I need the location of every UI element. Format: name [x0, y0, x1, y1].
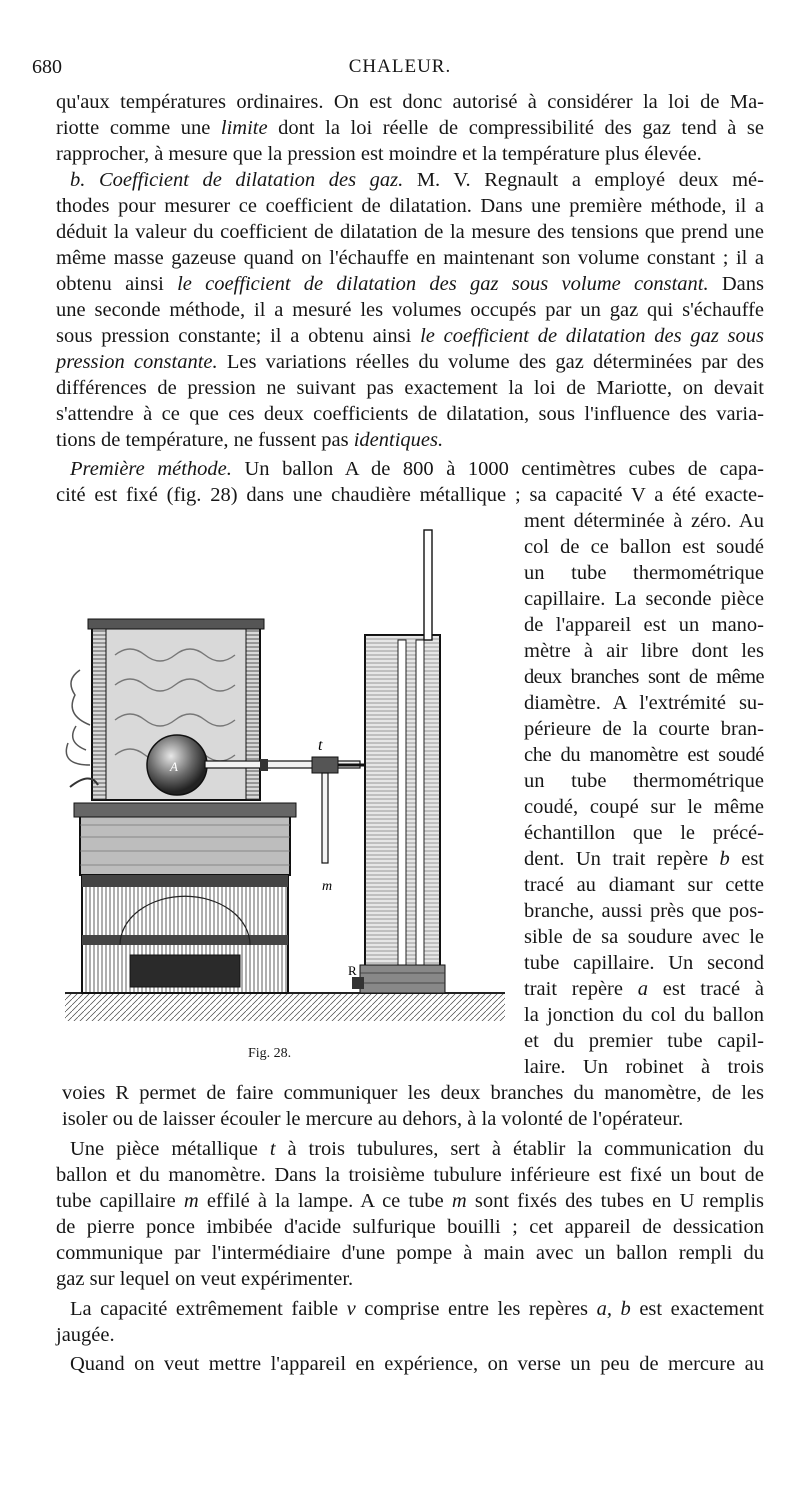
text-line: mètre à air libre dont les [524, 640, 764, 662]
text-line: thodes pour mesurer ce coefficient de dilatation. Dans une première méthode, il a [56, 195, 764, 217]
text-line: b. Coefficient de dilatation des gaz. M. V. Regnault a employé deux mé- [70, 169, 764, 191]
text-line: différences de pression ne suivant pas exactement la loi de Mariotte, on devait [56, 377, 764, 399]
label-a: A [170, 759, 178, 774]
three-way-piece-t [312, 757, 338, 773]
text-line: Quand on veut mettre l'appareil en expérience, on verse un peu de mercure au [70, 1353, 764, 1375]
text-line: ment déterminée à zéro. Au [524, 510, 764, 532]
text-line: un tube thermométrique [524, 770, 764, 792]
furnace [82, 875, 288, 993]
text-line: coudé, coupé sur le même [524, 796, 764, 818]
text-line: et du premier tube capil- [524, 1030, 764, 1052]
text-line: col de ce ballon est soudé [524, 536, 764, 558]
text-line: trait repère a est tracé à [524, 978, 764, 1000]
text-line: périeure de la courte bran- [524, 718, 764, 740]
text-line: tube capillaire m effilé à la lampe. A ce tube m sont fixés des tubes en U remplis [56, 1190, 765, 1212]
page-header [32, 56, 768, 86]
text-line: communique par l'intermédiaire d'une pompe à main avec un ballon rempli du [56, 1242, 764, 1264]
steam-plume [66, 670, 90, 765]
text-line: voies R permet de faire communiquer les deux branches du manomètre, de les [62, 1082, 764, 1104]
text-line: une seconde méthode, il a mesuré les volumes occupés par un gaz qui s'échauffe [56, 299, 764, 321]
text-line: échantillon que le précé- [524, 822, 764, 844]
text-line: Une pièce métallique t à trois tubulures, sert à établir la communication du [70, 1138, 765, 1160]
text-line: branche, aussi près que pos- [524, 900, 764, 922]
text-line: sous pression constante; il a obtenu ainsi le coefficient de dilatation des gaz sous [56, 325, 764, 347]
text-line: tracé au diamant sur cette [524, 874, 764, 896]
label-t: t [318, 737, 323, 754]
figure-28-illustration [60, 525, 510, 1065]
three-way-tap-r[interactable] [352, 977, 364, 989]
label-m: m [322, 879, 333, 894]
label-r: R [348, 963, 357, 978]
text-line: rapprocher, à mesure que la pression est moindre et la température plus élevée. [56, 143, 702, 165]
manometer [360, 530, 445, 993]
page-number: 680 [32, 56, 62, 78]
text-line: deux branches sont de même [524, 666, 764, 688]
boiler-base [74, 803, 296, 875]
text-line: tube capillaire. Un second [524, 952, 764, 974]
capillary-tube-m [322, 773, 328, 863]
text-line: diamètre. A l'extrémité su- [524, 692, 764, 714]
text-line: gaz sur lequel on veut expérimenter. [56, 1268, 354, 1290]
text-line: isoler ou de laisser écouler le mercure au dehors, à la volonté de l'opérateur. [62, 1108, 684, 1130]
text-line: capillaire. La seconde pièce [524, 588, 764, 610]
section-heading: b. Coefficient de dilatation des gaz. [70, 169, 404, 191]
text-line: dent. Un trait repère b est [524, 848, 764, 870]
text-line: Première méthode. Un ballon A de 800 à 1000 centimètres cubes de capa- [70, 458, 764, 480]
text-line: déduit la valeur du coefficient de dilatation de la mesure des tensions que prend une [56, 221, 764, 243]
text-line: de l'appareil est un mano- [524, 614, 764, 636]
text-line: che du manomètre est soudé [524, 744, 764, 766]
text-line: même masse gazeuse quand on l'échauffe en maintenant son volume constant ; il a [56, 247, 764, 269]
text-line: pression constante. Les variations réelles du volume des gaz déterminées par des [56, 351, 764, 373]
apparatus-engraving [60, 525, 510, 1065]
text-line: de pierre ponce imbibée d'acide sulfurique bouilli ; cet appareil de dessication [56, 1216, 764, 1238]
text-line: jaugée. [56, 1324, 115, 1346]
figure-caption: Fig. 28. [248, 1046, 292, 1061]
text-line: La capacité extrêmement faible v comprise entre les repères a, b est exactement [70, 1298, 764, 1320]
text-line: la jonction du col du ballon [524, 1004, 764, 1026]
text-line: tions de température, ne fussent pas identiques. [56, 429, 444, 451]
section-heading: Première méthode. [70, 458, 232, 480]
text-line: s'attendre à ce que ces deux coefficients de dilatation, sous l'influence des varia- [56, 403, 764, 425]
text-line: un tube thermométrique [524, 562, 764, 584]
text-line: qu'aux températures ordinaires. On est donc autorisé à considérer la loi de Ma- [56, 91, 764, 113]
text-line: sible de sa soudure avec le [524, 926, 764, 948]
text-line: obtenu ainsi le coefficient de dilatation des gaz sous volume constant. Dans [56, 273, 765, 295]
text-line: cité est fixé (fig. 28) dans une chaudière métallique ; sa capacité V a été exacte- [56, 484, 764, 506]
ground-hatching [65, 993, 505, 1021]
text-line: riotte comme une limite dont la loi réelle de compressibilité des gaz tend à se [56, 117, 764, 139]
text-line: ballon et du manomètre. Dans la troisième tubulure inférieure est fixé un bout de [56, 1164, 764, 1186]
text-line: laire. Un robinet à trois [524, 1056, 764, 1078]
running-title: CHALEUR. [348, 56, 452, 77]
